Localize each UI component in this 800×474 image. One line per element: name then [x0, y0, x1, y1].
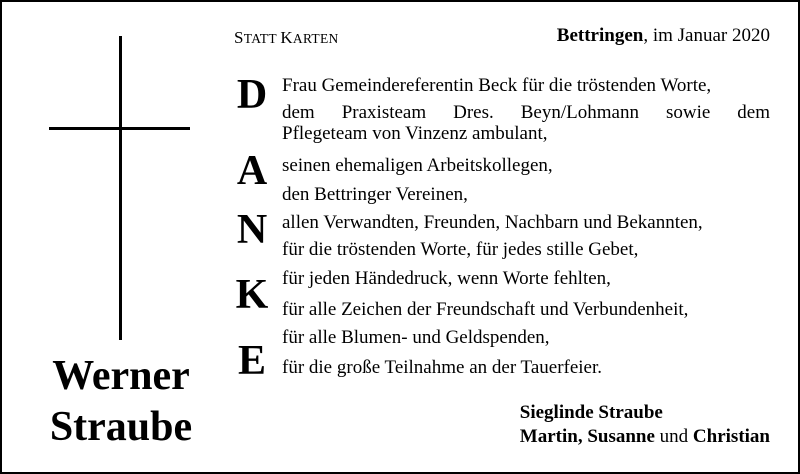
danke-letter-e: E [237, 338, 266, 384]
thanks-line: allen Verwandten, Freunden, Nachbarn und Bekannten, [282, 212, 703, 233]
thanks-line: für alle Blumen- und Geldspenden, [282, 327, 550, 348]
deceased-last-name: Straube [49, 404, 193, 450]
danke-letter-a: A [236, 148, 268, 194]
thanks-line: den Bettringer Vereinen, [282, 184, 468, 205]
signature-names-1: Martin, Susanne [519, 426, 655, 447]
karten-rest: ARTEN [292, 31, 339, 46]
danke-letter-n: N [236, 207, 268, 253]
cross-vertical-bar [119, 36, 122, 340]
place-date [557, 25, 770, 47]
thanks-line: seinen ehemaligen Arbeitskollegen, [282, 155, 553, 176]
danke-letter-k: K [235, 272, 269, 318]
thanks-line: für die tröstenden Worte, für jedes stille Gebet, [282, 239, 639, 260]
deceased-first-name: Werner [52, 353, 190, 399]
thanks-line: für die große Teilnahme an der Tauerfeier. [282, 357, 603, 378]
karten-initial: K [280, 28, 293, 47]
signature-line-1: Sieglinde Straube [519, 402, 663, 423]
signature-connector: und [654, 426, 693, 447]
date-text: , im Januar 2020 [643, 25, 770, 46]
cross-horizontal-bar [49, 127, 190, 130]
statt-rest: TATT [243, 31, 281, 46]
signature-line-2 [520, 425, 770, 449]
danke-letter-d: D [236, 72, 268, 118]
thanks-line: für jeden Händedruck, wenn Worte fehlten, [282, 268, 611, 289]
thanks-line: Pflegeteam von Vinzenz ambulant, [282, 123, 548, 144]
place-name: Bettringen [556, 25, 644, 46]
statt-initial: S [234, 28, 244, 47]
thanks-line: dem Praxisteam Dres. Beyn/Lohmann sowie dem [282, 102, 770, 123]
statt-karten-label [234, 28, 339, 48]
thanks-line: für alle Zeichen der Freundschaft und Verbundenheit, [282, 299, 689, 320]
thanks-line: Frau Gemeindereferentin Beck für die tröstenden Worte, [282, 75, 712, 96]
signature-names-2: Christian [692, 426, 770, 447]
signature-block [520, 401, 770, 449]
